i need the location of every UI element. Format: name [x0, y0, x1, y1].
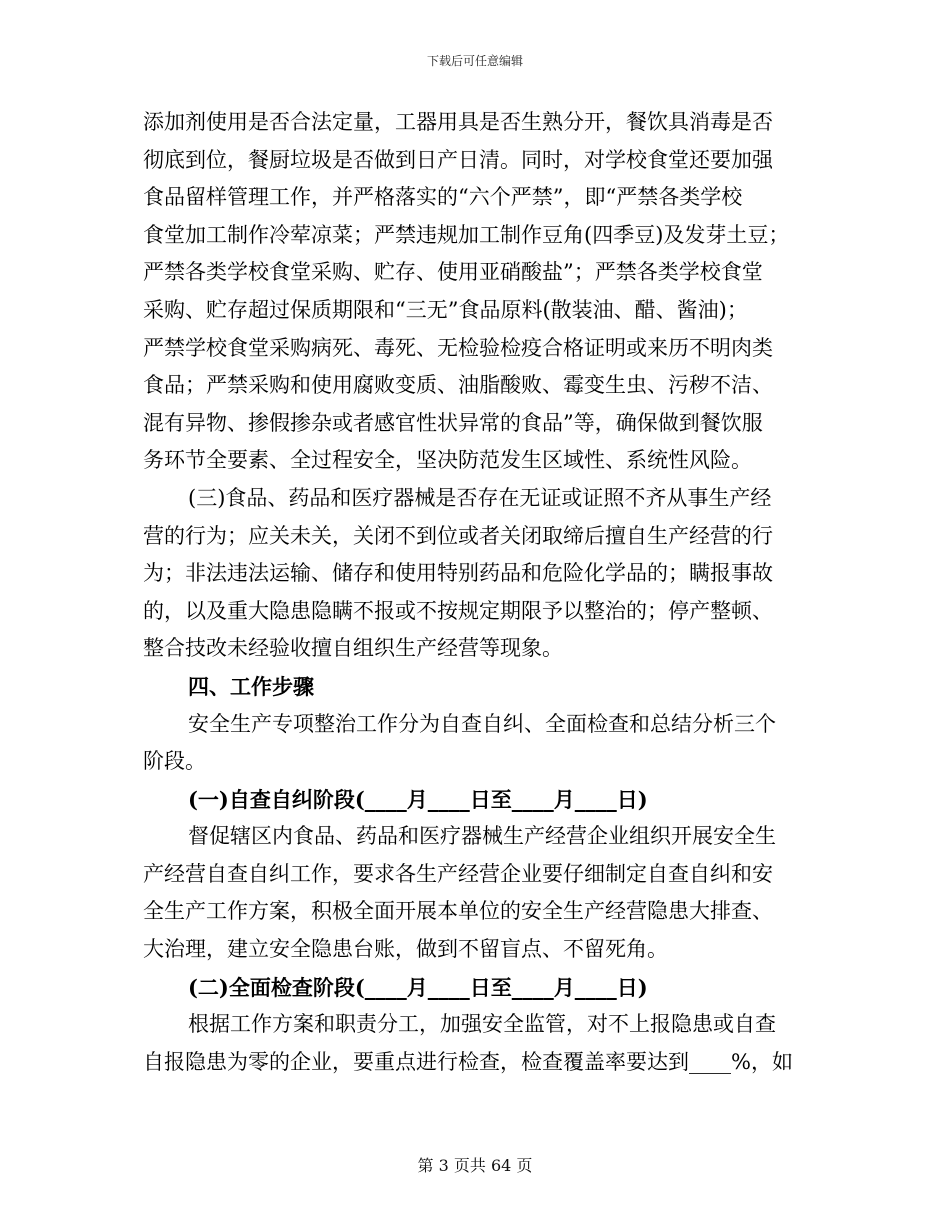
- paragraph-start-line: (三)食品、药品和医疗器械是否存在无证或证照不齐从事生产经: [188, 485, 772, 510]
- body-line: 产经营自查自纠工作，要求各生产经营企业要仔细制定自查自纠和安: [143, 861, 773, 886]
- subsection-heading: (二)全面检查阶段(____月____日至____月____日): [188, 974, 648, 1000]
- paragraph-start-line: 根据工作方案和职责分工，加强安全监管，对不上报隐患或自查: [188, 1012, 776, 1037]
- body-line: 整合技改未经验收擅自组织生产经营等现象。: [143, 636, 563, 661]
- body-line: 采购、贮存超过保质期限和“三无”食品原料(散装油、醋、酱油)；: [143, 297, 748, 322]
- body-line: 严禁学校食堂采购病死、毒死、无检验检疫合格证明或来历不明肉类: [143, 335, 773, 360]
- body-line: 严禁各类学校食堂采购、贮存、使用亚硝酸盐”；严禁各类学校食堂: [143, 260, 763, 285]
- page-footer: 第 3 页共 64 页: [417, 1156, 533, 1175]
- body-line: 食品；严禁采购和使用腐败变质、油脂酸败、霉变生虫、污秽不洁、: [143, 373, 773, 398]
- body-line: 大治理，建立安全隐患台账，做到不留盲点、不留死角。: [143, 937, 668, 962]
- body-line: 混有异物、掺假掺杂或者感官性状异常的食品”等，确保做到餐饮服: [143, 410, 763, 435]
- body-line: 务环节全要素、全过程安全，坚决防范发生区域性、系统性风险。: [143, 448, 752, 473]
- paragraph-start-line: 督促辖区内食品、药品和医疗器械生产经营企业组织开展安全生: [188, 824, 776, 849]
- body-line: 食品留样管理工作，并严格落实的“六个严禁”，即“严禁各类学校: [143, 185, 743, 210]
- body-line: 全生产工作方案，积极全面开展本单位的安全生产经营隐患大排查、: [143, 899, 773, 924]
- body-line: 彻底到位，餐厨垃圾是否做到日产日清。同时，对学校食堂还要加强: [143, 147, 773, 172]
- section-heading: 四、工作步骤: [188, 673, 314, 699]
- body-line: 的，以及重大隐患隐瞒不报或不按规定期限予以整治的；停产整顿、: [143, 598, 773, 623]
- body-line: 自报隐患为零的企业，要重点进行检查，检查覆盖率要达到____%，如: [143, 1049, 793, 1074]
- body-line: 为；非法违法运输、储存和使用特别药品和危险化学品的；瞒报事故: [143, 561, 773, 586]
- paragraph-start-line: 安全生产专项整治工作分为自查自纠、全面检查和总结分析三个: [188, 711, 776, 736]
- body-line: 添加剂使用是否合法定量，工器用具是否生熟分开，餐饮具消毒是否: [143, 110, 773, 134]
- body-line: 食堂加工制作冷荤凉菜；严禁违规加工制作豆角(四季豆)及发芽土豆；: [143, 222, 790, 247]
- body-line: 营的行为；应关未关，关闭不到位或者关闭取缔后擅自生产经营的行: [143, 523, 773, 548]
- subsection-heading: (一)自查自纠阶段(____月____日至____月____日): [188, 786, 648, 812]
- document-body: [143, 104, 803, 1081]
- page-header: 下载后可任意编辑: [426, 54, 523, 68]
- body-line: 阶段。: [143, 749, 206, 774]
